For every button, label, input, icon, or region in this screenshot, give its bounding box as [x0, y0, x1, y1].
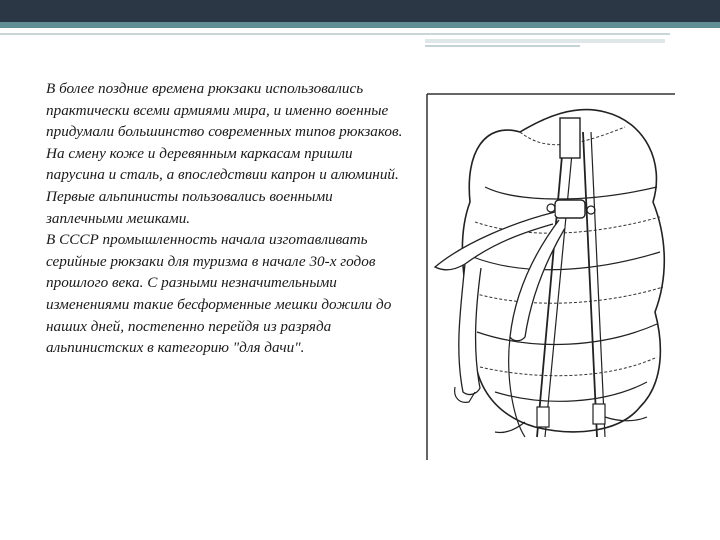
header-accent-bar	[0, 22, 720, 28]
slide-body-text	[46, 78, 406, 359]
header-rule	[0, 33, 670, 35]
header-rule-short	[425, 39, 665, 43]
paragraph-military: В более поздние времена рюкзаки использовались практически всеми армиями мира, и именно военные придумали большинство современных типов рюкзаков. На смену коже и деревянным каркасам пришли парусина и сталь, а впоследствии капрон и алюминий. Первые альпинисты пользовались военными заплечными мешками.	[46, 80, 403, 227]
header-rule-shorter	[425, 45, 580, 47]
paragraph-ussr: В СССР промышленность начала изготавливать серийные рюкзаки для туризма в начале 30-х годов прошлого века. С разными незначительными изменениями такие бесформенные мешки дожили до наших дней, постепенно перейдя из разряда альпинистских в категорию "для дачи".	[46, 231, 392, 357]
header-bar	[0, 0, 720, 22]
backpack-illustration	[425, 92, 677, 462]
backpack-drawing-icon	[425, 92, 677, 462]
